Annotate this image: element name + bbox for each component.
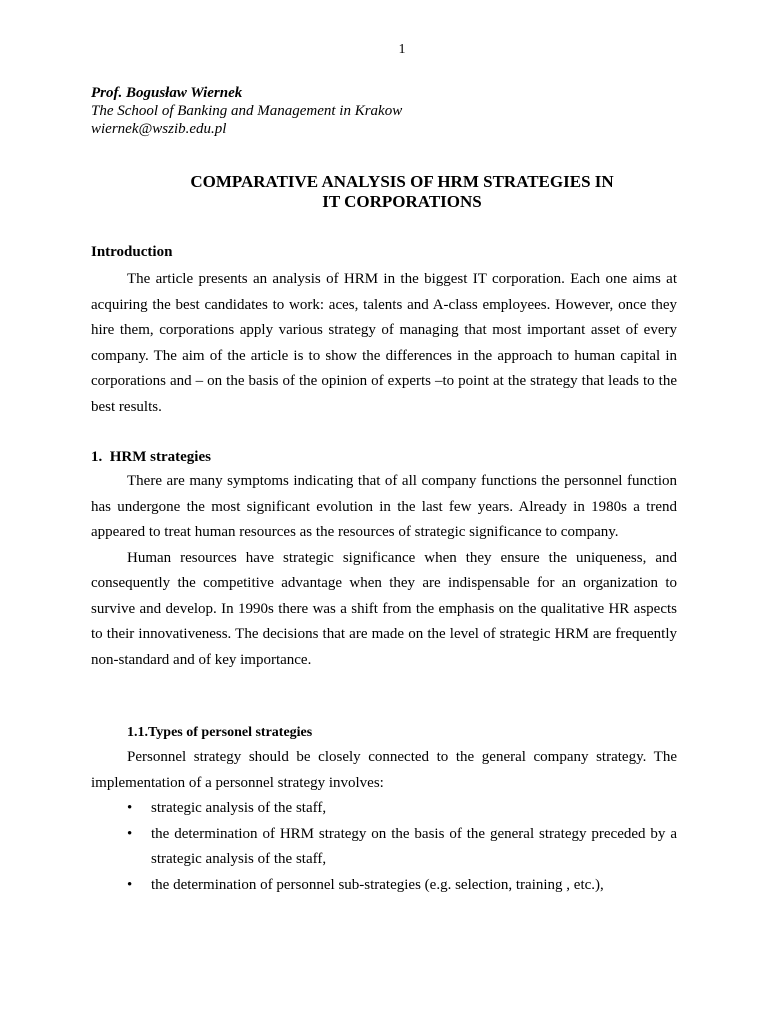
personnel-strategies-intro: Personnel strategy should be closely connected to the general company strategy. The implementation of a personnel strategy involves:: [91, 749, 677, 791]
document-title-line-2: IT CORPORATIONS: [322, 192, 482, 211]
author-affiliation: The School of Banking and Management in Krakow: [91, 103, 403, 119]
document-title-line-1: COMPARATIVE ANALYSIS OF HRM STRATEGIES IN: [190, 172, 614, 191]
page-number: 1: [398, 42, 406, 57]
author-name: Prof. Bogusław Wiernek: [91, 85, 243, 101]
personnel-strategies-section: [91, 723, 677, 898]
list-item-text: strategic analysis of the staff,: [151, 800, 327, 816]
list-item: [91, 796, 677, 822]
personnel-strategy-list: [91, 796, 677, 898]
hrm-strategies-paragraph-2: Human resources have strategic significance when they ensure the uniqueness, and consequently the competitive advantage when they are indispensable for an organization to survive and develop. In 1990s there was a shift from the emphasis on the qualitative HR aspects to their innovativeness. The decisions that are made on the level of strategic HRM are frequently non-standard and of key importance.: [91, 549, 677, 668]
introduction-paragraph: The article presents an analysis of HRM in the biggest IT corporation. Each one aims at acquiring the best candidates to work: aces, talents and A-class employees. However, once they hire them, corporations apply various strategy of managing that most important asset of every company. The aim of the article is to show the differences in the approach to human capital in corporations and – on the basis of the opinion of experts –to point at the strategy that leads to the best results.: [91, 271, 677, 415]
list-item-text: the determination of personnel sub-strategies (e.g. selection, training , etc.),: [151, 876, 604, 893]
introduction-heading: Introduction: [91, 244, 173, 260]
author-email: wiernek@wszib.edu.pl: [91, 121, 227, 137]
bullet-icon: •: [127, 800, 133, 816]
list-item: [91, 873, 677, 899]
introduction-section: [91, 242, 677, 420]
bullet-icon: •: [127, 876, 133, 893]
list-item: [91, 822, 677, 873]
hrm-strategies-heading: 1. HRM strategies: [91, 449, 211, 465]
hrm-strategies-section: [91, 447, 677, 673]
list-item-text: the determination of HRM strategy on the basis of the general strategy preceded by a strategic analysis of the staff,: [151, 825, 677, 867]
bullet-icon: •: [127, 825, 133, 842]
personnel-strategies-heading: 1.1.Types of personel strategies: [127, 725, 313, 740]
hrm-strategies-paragraph-1: There are many symptoms indicating that of all company functions the personnel function has undergone the most significant evolution in the last few years. Already in 1980s a trend appeared to treat human resources as the resources of strategic significance to company.: [91, 473, 677, 540]
document-title: [0, 172, 768, 212]
author-block: [91, 84, 402, 138]
